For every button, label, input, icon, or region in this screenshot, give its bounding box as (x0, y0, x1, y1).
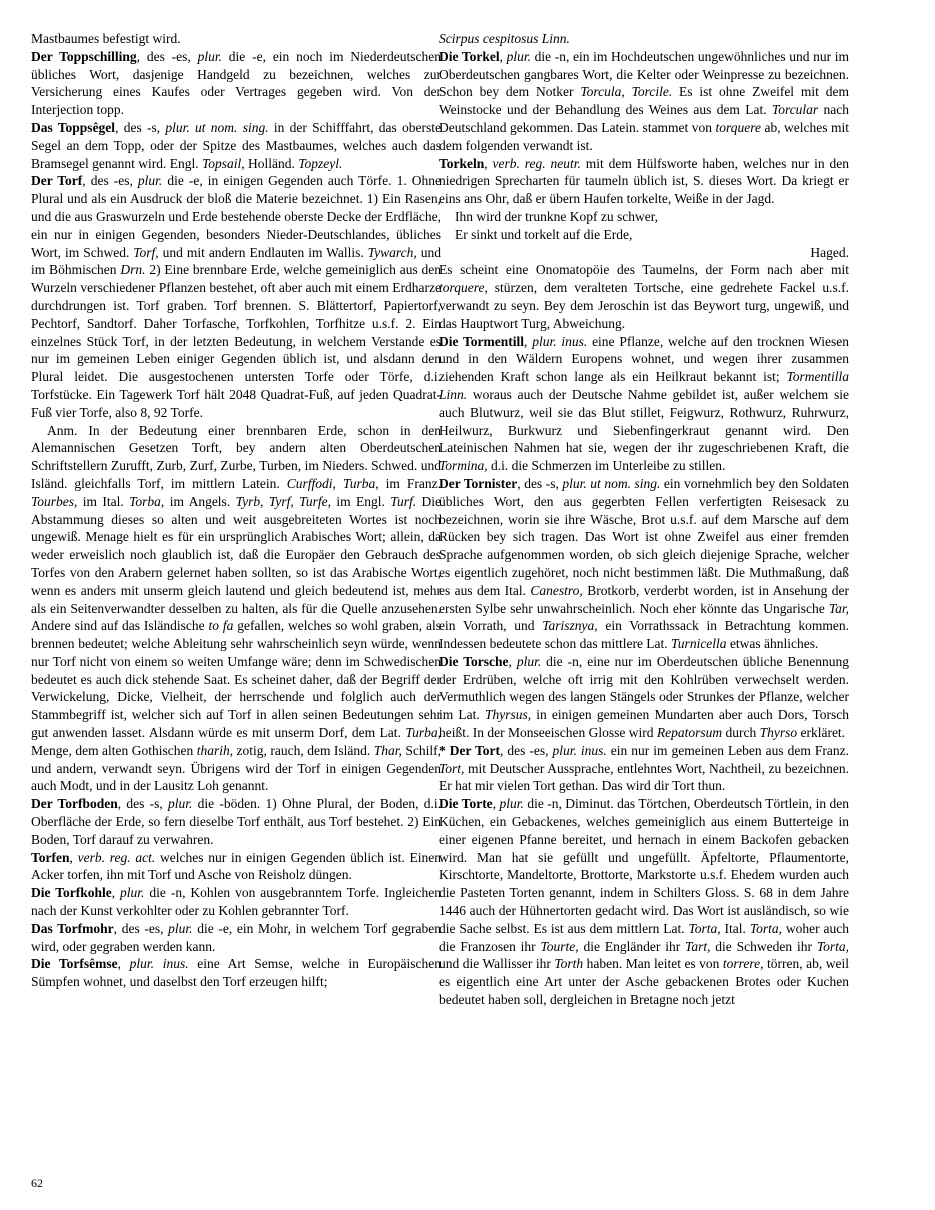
entry-torfboden (31, 795, 441, 848)
entry-text: , (484, 155, 493, 171)
foreign-term: Tourte, (540, 938, 579, 954)
entry-text: , (117, 956, 130, 972)
foreign-term: Tormina, (439, 458, 488, 474)
grammar: plur. (120, 885, 145, 901)
entry-text: im Ital. (77, 493, 130, 509)
foreign-term: Tormentilla Linn. (439, 369, 849, 402)
grammar: plur. (137, 173, 163, 189)
entry-text: eine Pflanze, welche auf den trocknen Wiesen und in den Wäldern Europens wohnet, und wegen ihrer zusammen ziehenden Kraft schon lange als ein Heilkraut bekannt ist; (439, 333, 850, 385)
entry-text: ab, welches mit dem folgenden verwandt ist. (439, 119, 849, 153)
foreign-term: Tort, (439, 760, 465, 776)
entry-text: die -e, ein noch im Niederdeutschen übliches Wort, dasjenige Handgeld zu bezeichnen, welches zur Versicherung eines Kaufes oder Vertrages gegeben wird. Von der Interjection topp. (31, 48, 441, 118)
grammar: plur. (168, 920, 193, 936)
foreign-term: Torcula, Torcile. (580, 84, 673, 100)
entry-text: und im Böhmischen (31, 244, 441, 278)
entry-torfen (31, 849, 441, 885)
entry-toppschilling (31, 48, 441, 119)
entry-text: , des -s, (117, 796, 169, 812)
entry-text: törren, ab, weil es eigentlich eine Art unter der Asche gebackenen Brotes oder Kuchen bedeutet haben soll, dergleichen in Bretagne noch jetzt (439, 956, 849, 1008)
entry-text: erkläret. (797, 725, 846, 741)
foreign-term: Thyrsus, (484, 707, 532, 723)
lemma: Die Torkel (439, 48, 500, 64)
entry-text: die -n, Kohlen von ausgebranntem Torfe. Ingleichen nach der Kunst verkohlter oder zu Kohlen gebrannter Torf. (31, 885, 442, 919)
foreign-term: Curffodi, Turba, (286, 475, 379, 491)
entry-text: Es ist ohne Zweifel mit dem Weinstocke und der Behandlung des Weines aus dem Lat. (439, 84, 849, 118)
foreign-term: Torta, (688, 920, 721, 936)
entry-text: die Engländer ihr (578, 938, 686, 954)
foreign-term: Torta, (749, 920, 782, 936)
entry-text: im Engl. (330, 493, 391, 509)
entry-text: ein vornehmlich bey den Soldaten übliches Wort, den aus gegerbten Fellen verfertigten Reisesack zu bezeichnen, worin sie ihre Wäsche, Brot u.s.f. auf dem Marsche auf dem Rücken bey sich tragen. Das Wort ist ohne Zweifel aus einer fremden Sprache aufgenommen worden, ob sich gleich diejenige Sprache, welcher es eigentlich zugehöret, noch nicht bestimmen läßt. Die Muthmaßung, daß es aus dem Ital. (439, 475, 850, 598)
entry-text: woraus auch der Deutsche Nahme gebildet ist, außer welchem sie auch Blutwurz, weil sie das Blut stillet, Feigwurz, Rothwurz, Ruhrwurz, Heilwurz, Burkwurz und Siebenfingerkraut genannt wird. Den Lateinischen Nahmen hat sie, wegen der ihr zugeschriebenen Kraft, die (439, 386, 849, 456)
lemma: * Der Tort (439, 742, 500, 758)
verse-line: Ihn wird der trunkne Kopf zu schwer, (455, 208, 659, 224)
entry-text: Ital. (720, 920, 750, 936)
entry-tornister (439, 475, 849, 653)
entry-text: etwas ähnliches. (726, 636, 819, 652)
entry-text: , des -es, (113, 920, 169, 936)
foreign-term: Topsail, (201, 155, 245, 171)
entry-text: nach Deutschland gekommen. Das Latein. stammet von (439, 102, 849, 135)
grammar: plur. ut nom. sing. (562, 475, 661, 491)
foreign-term: Tywarch, (367, 244, 417, 260)
entry-text: im Angels. (164, 493, 236, 509)
entry-text: mit Deutscher Aussprache, entlehntes Wort, Nachtheil, zu bezeichnen. Er hat mir vielen Tort gethan. Das wird dir Tort thun. (439, 760, 849, 794)
entry-text: die -n, ein im Hochdeutschen ungewöhnliches und nur im Oberdeutschen gangbares Wort, die Kelter oder Weinpresse zu bezeichnen. Schon bey dem Notker (439, 48, 850, 100)
entry-text: die -böden. 1) Ohne Plural, der Boden, d.i. Oberfläche der Erde, so fern dieselbe Torf enthält, aus Torf bestehet. 2) Ein Boden, Torf darauf zu verwahren. (31, 796, 441, 847)
entry-text: , (499, 48, 507, 64)
foreign-term: Repatorsum (656, 725, 723, 741)
entry-torfsemse (31, 955, 441, 991)
foreign-term: Drn. (120, 262, 146, 278)
foreign-term: Tarisznya, (542, 618, 598, 634)
entry-text: gefallen, welches so wohl graben, als brennen bedeutet; welche Ableitung sehr wahrscheinlich seyn würde, wenn nur Torf nicht von einem so weiten Umfange wäre; denn im Schwedischen bedeutet es auch dick stehende Saat. Es scheinet daher, daß der Begriff der Verwickelung, Dicke, Vielheit, der herrschende und folglich auch der Stammbegriff ist, welcher sich auf Torf in allen seinen Bedeutungen sehr gut anwenden lasset. Alsdann würde es mit unserm Dorf, dem Lat. (31, 618, 441, 741)
foreign-term: Turf. (390, 493, 417, 509)
grammar: plur. (499, 796, 524, 812)
entry-text: eine Art Semse, welche in Europäischen Sümpfen wohnet, und daselbst den Torf erzeugen hilft; (31, 956, 442, 990)
entry-text: , (69, 849, 78, 865)
entry-text: und die Wallisser ihr (439, 956, 555, 972)
foreign-term: torrere, (722, 956, 764, 972)
page-number: 62 (31, 1176, 43, 1190)
lemma: Die Torte (439, 796, 493, 812)
entry-text: Brotkorb, verderbt worden, ist in Ansehung der ersten Sylbe sehr unwahrscheinlich. Noch eher könnte das Ungarische (439, 582, 849, 616)
foreign-term: Turnicella (671, 636, 727, 652)
foreign-term: torquere (715, 119, 761, 135)
left-column (31, 30, 441, 991)
continued-text: Scirpus cespitosus Linn. (439, 31, 570, 46)
entry-text: die -e, ein Mohr, in welchem Torf gegraben wird, oder gegraben werden kann. (31, 920, 441, 954)
grammar: plur. inus. (532, 333, 588, 349)
foreign-term: tharih, (196, 742, 234, 758)
entry-text: ein nur im gemeinen Leben aus dem Franz. (606, 742, 850, 758)
continued-text: Mastbaumes befestigt wird. (31, 31, 181, 46)
lemma: Das Toppsêgel (31, 119, 116, 135)
entry-torte (439, 795, 849, 1009)
foreign-term: Turba, (405, 725, 441, 741)
lemma: Torkeln (439, 155, 485, 171)
entry-text: , (524, 333, 533, 349)
lemma: Der Torf (31, 173, 83, 189)
entry-text: durch (722, 725, 760, 741)
verse-author: Haged. (810, 244, 849, 260)
entry-text: , des -es, (136, 48, 198, 64)
entry-text: Schilf, und andern, verwandt seyn. Übrigens wird der Torf in einigen Gegenden auch Modt, und in der Lausitz Loh genannt. (31, 742, 441, 794)
lemma: Torfen (31, 849, 70, 865)
grammar: plur. (516, 653, 542, 669)
lemma: Das Torfmohr (31, 920, 114, 936)
entry-torf (31, 172, 441, 421)
entry-text: , (508, 653, 517, 669)
entry-text: Die Abstammung dieses so alten und weit ausgebreiteten Wortes ist noch ungewiß. Menage hielt es für ein ursprünglich Arabisches Wort; allein, da weder erweislich noch glaublich ist, daß die Europäer den Gebrauch des Torfes von den Arabern gelernet haben sollten, so ist das Arabische Wort, wenn es anders mit unserm gleich lautend und gleich bedeutend ist, mehr als ein Seitenverwandter desselben zu halten, als für die Quelle anzusehen. Andere sind auf das Isländische (31, 493, 441, 634)
foreign-term: Torcular (771, 102, 819, 118)
grammar: plur. (506, 48, 532, 64)
entry-text: , des -es, (500, 742, 553, 758)
foreign-term: Tar, (828, 600, 849, 616)
entry-text: die Schweden ihr (710, 938, 817, 954)
foreign-term: to fa (208, 618, 234, 634)
foreign-term: Thar, (373, 742, 402, 758)
entry-text: ein Vorrath, und (439, 618, 543, 634)
entry-torf-annotation (31, 422, 441, 796)
entry-text: Holländ. (244, 155, 299, 171)
foreign-term: Torba, (129, 493, 165, 509)
entry-text: , (111, 885, 121, 901)
entry-text: 2) Eine brennbare Erde, welche gemeiniglich aus den Wurzeln verschiedener Pflanzen bestehet, oft aber auch mit einem Erdharze durchdrungen ist. Torf graben. Torf brennen. S. Blättertorf, Papiertorf, Pechtorf, Sandtorf. Daher Torfasche, Torfkohlen, Torfhitze u.s.f. 2. Ein einzelnes Stück Torf, in der letzten Bedeutung, in welchem Verstande es nur im gemeinen Leben einiger Gegenden üblich ist, und alsdann den Plural leidet. Die ausgestochenen untersten Torfe oder Törfe, d.i. Torfstücke. Ein Tagewerk Torf hält 2048 Quadrat-Fuß, auf jeden Quadrat-Fuß vier Torfe, also 8, 92 Torfe. (31, 262, 441, 420)
lemma: Der Torfboden (31, 796, 118, 812)
foreign-term: Canestro, (530, 582, 583, 598)
entry-torfmohr (31, 920, 441, 956)
entry-text: im Franz. (378, 475, 442, 491)
entry-text: zotig, rauch, dem Isländ. (233, 742, 374, 758)
grammar: plur. ut nom. sing. (165, 119, 269, 135)
foreign-term: torquere, (439, 280, 488, 296)
entry-text: in einigen gemeinen Mundarten aber auch Dors, Torsch heißt. In der Monseeischen Glosse wird (439, 707, 849, 741)
entry-text: haben. Man leitet es von (583, 956, 723, 972)
entry-text: die -n, eine nur im Oberdeutschen übliche Benennung der Erdrüben, welche oft irrig mit den Kohlrüben verwechselt werden. Vermuthlich wegen des langen Stängels oder Strunkes der Pflanze, welcher im Lat. (439, 653, 849, 723)
entry-text: die -e, in einigen Gegenden auch Törfe. 1. Ohne Plural und als ein Ausdruck der bloß die Materie bezeichnet. 1) Ein Rasen, und die aus Graswurzeln und Erde bestehende oberste Decke der Erdfläche, ein nur in einigen Gegenden, besonders Nieder-Deutschlandes, übliches Wort, im Schwed. (31, 173, 441, 260)
entry-text: woher auch die Franzosen ihr (439, 920, 849, 954)
entry-torkeln (439, 155, 849, 208)
entry-text: Anm. In der Bedeutung einer brennbaren Erde, schon in den Alemannischen Gesetzen Torft, bey andern alten Oberdeutschen Schriftstellern Zurufft, Zurb, Zurf, Zurbe, Turben, im Nieders. Schwed. und Isländ. gleichfalls Torf, im mittlern Latein. (31, 422, 441, 491)
lemma: Der Tornister (439, 475, 518, 491)
lemma: Der Toppschilling (31, 48, 137, 64)
lemma: Die Torsche (439, 653, 509, 669)
right-column (439, 30, 849, 1009)
entry-tort (439, 742, 849, 795)
entry-tormentill (439, 333, 849, 475)
entry-text: ein Vorrathssack in Betrachtung kommen. Indessen bedeutete schon das mittlere Lat. (439, 618, 849, 652)
lemma: Die Torfsêmse (31, 956, 118, 972)
entry-text: , des -es, (82, 173, 138, 189)
entry-text: d.i. die Schmerzen im Unterleibe zu stillen. (487, 458, 726, 474)
entry-torkel (439, 48, 849, 155)
foreign-term: Topzeyl. (298, 155, 343, 171)
lemma: Die Torfkohle (31, 885, 112, 901)
entry-torsche (439, 653, 849, 742)
foreign-term: Tart, (685, 938, 711, 954)
entry-text: , (492, 796, 500, 812)
entry-torfkohle (31, 884, 441, 920)
foreign-term: Torta, (816, 938, 849, 954)
entry-text: , des -s, (115, 119, 166, 135)
grammar: plur. inus. (129, 956, 189, 972)
foreign-term: Torth (554, 956, 584, 972)
entry-text: , des -s, (517, 475, 563, 491)
foreign-term: Thyrso (759, 725, 798, 741)
entry-text: und mit andern Endlauten im Wallis. (158, 244, 368, 260)
entry-text: mit dem Hülfsworte haben, welches nur in den niedrigen Sprecharten für taumeln üblich ist, S. dieses Wort. Da kriegt er eins ans Ohr, daß er übern Haufen torkelte, Weiße in der Jagd. (439, 155, 850, 207)
foreign-term: Tourbes, (31, 493, 78, 509)
foreign-term: Torf, (133, 244, 159, 260)
entry-text: die -n, Diminut. das Törtchen, Oberdeutsch Törtlein, in den Küchen, ein Gebackenes, welches gemeiniglich aus einem Butterteige in einer eigenen Pfanne bereitet, und hernach in einem Backofen gebacken wird. Man hat sie gefüllt und ungefüllt. Äpfeltorte, Pflaumentorte, Kirschtorte, Mandeltorte, Brottorte, Markstorte u.s.f. Ehedem wurden auch die Pasteten Torten genannt, indem in Schilters Gloss. S. 68 in dem Jahre 1446 auch der Hühnertorten gedacht wird. Das Wort ist ausländisch, so wie die Sache selbst. Es ist aus dem mittlern Lat. (439, 796, 849, 936)
entry-torkeln-continued (439, 261, 849, 332)
grammar: plur. (197, 48, 222, 64)
entry-toppsegel (31, 119, 441, 172)
lemma: Die Tormentill (439, 333, 525, 349)
grammar: plur. inus. (552, 742, 607, 758)
grammar: verb. reg. act. (77, 849, 156, 865)
entry-text: stürzen, dem veralteten Tortsche, eine gedrehete Fackel u.s.f. verwandt zu seyn. Bey dem Jeroschin ist das Beywort turg, ungewiß, und das Hauptwort Turg, Abweichung. (439, 280, 849, 331)
entry-text: in der Schifffahrt, das oberste Segel an dem Topp, oder der Spitze des Mastbaumes, welches auch das Bramsegel genannt wird. Engl. (31, 119, 442, 171)
entry-text: welches nur in einigen Gegenden üblich ist. Einen Acker torfen, ihn mit Torf und Asche von Reisholz düngen. (31, 849, 441, 883)
grammar: plur. (168, 796, 193, 812)
grammar: verb. reg. neutr. (492, 155, 581, 171)
dictionary-page (31, 30, 901, 1190)
foreign-term: Tyrb, Tyrf, Turfe, (235, 493, 331, 509)
entry-text: Menge, dem alten Gothischen (31, 742, 197, 758)
entry-text: Es scheint eine Onomatopöie des Taumelns, der Form nach aber mit (439, 262, 849, 278)
verse-line: Er sinkt und torkelt auf die Erde, (455, 226, 633, 242)
